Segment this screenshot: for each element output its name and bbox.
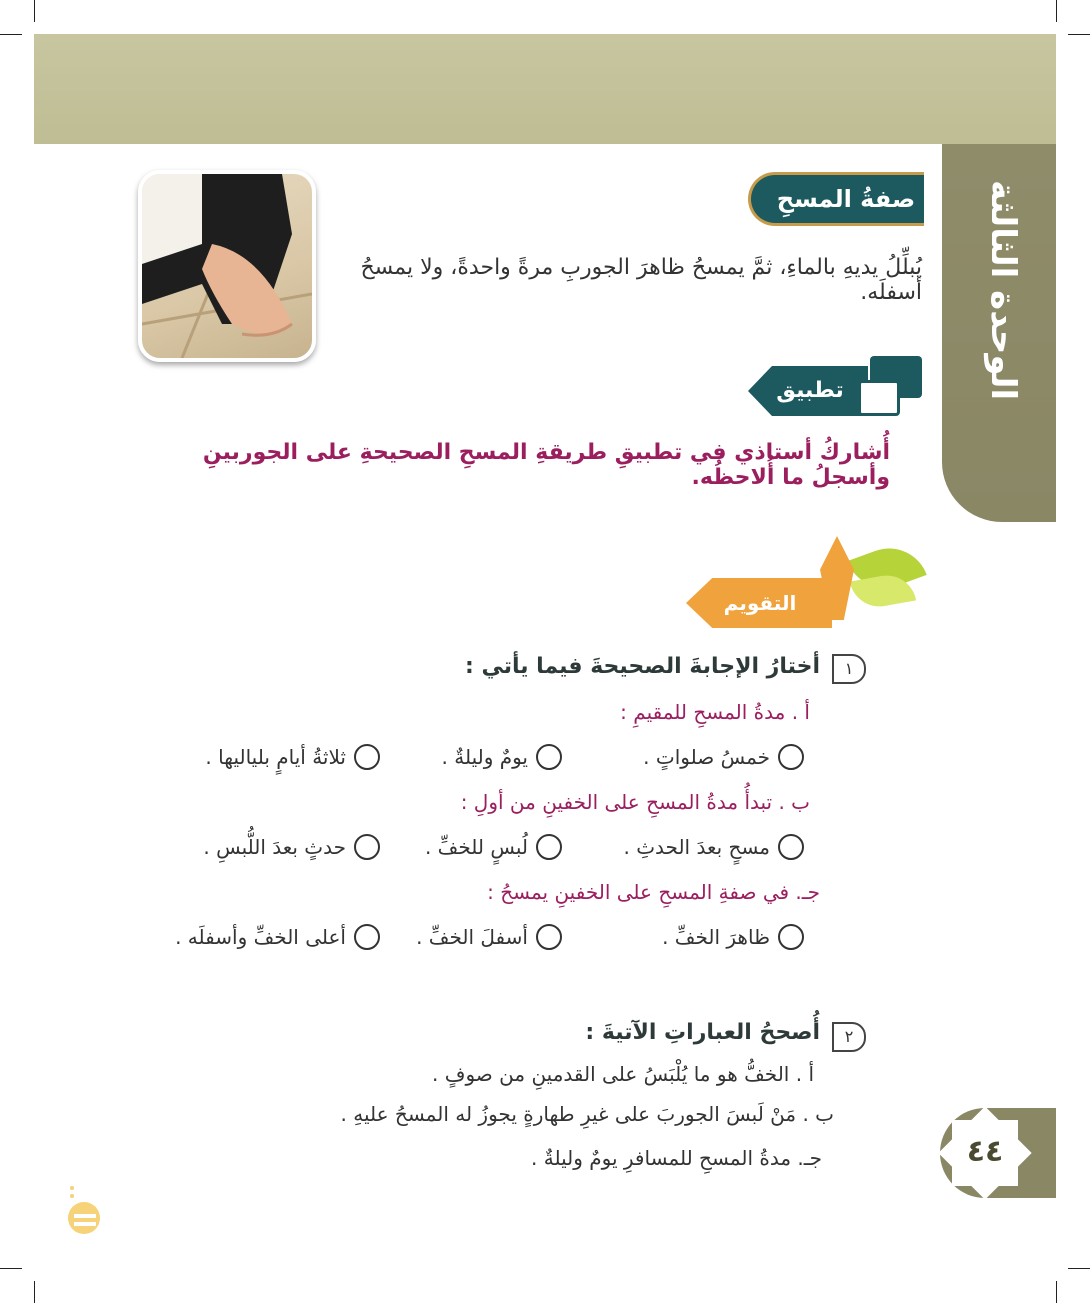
radio-circle[interactable]	[536, 744, 562, 770]
crop-mark	[1068, 1268, 1090, 1269]
option-1b-2[interactable]: لُبسٍ للخفِّ .	[425, 834, 562, 860]
question-2-title: أُصححُ العباراتِ الآتيةَ :	[585, 1020, 820, 1045]
section-paragraph: يُبلِّلُ يديهِ بالماءِ، ثمَّ يمسحُ ظاهرَ الجوربِ مرةً واحدةً، ولا يمسحُ أسفلَه.	[360, 255, 922, 305]
option-1a-1[interactable]: خمسُ صلواتٍ .	[643, 744, 804, 770]
wiping-socks-photo	[138, 170, 316, 362]
statement-line: ب . مَنْ لَبسَ الجوربَ على غيرِ طهارةٍ يجوزُ له المسحُ عليهِ .	[340, 1102, 834, 1126]
application-label: تطبيق	[776, 378, 844, 403]
radio-circle[interactable]	[354, 744, 380, 770]
option-1c-1[interactable]: ظاهرَ الخفِّ .	[662, 924, 804, 950]
crop-mark	[0, 34, 22, 35]
radio-circle[interactable]	[536, 924, 562, 950]
chat-bubble-icon-small	[858, 380, 900, 416]
header-banner	[34, 34, 1056, 144]
crop-mark	[34, 1281, 35, 1303]
question-number: ١	[832, 654, 866, 684]
statement-line: جـ. مدةُ المسحِ للمسافرِ يومٌ وليلةٌ .	[531, 1146, 822, 1170]
question-1c-prompt: جـ. في صفةِ المسحِ على الخفينِ يمسحُ :	[487, 880, 820, 904]
crop-mark	[34, 0, 35, 22]
option-1b-3[interactable]: حدثٍ بعدَ اللُّبسِ .	[203, 834, 380, 860]
option-1a-2[interactable]: يومٌ وليلةٌ .	[442, 744, 562, 770]
question-1a-prompt: أ . مدةُ المسحِ للمقيمِ :	[620, 700, 810, 724]
radio-circle[interactable]	[778, 834, 804, 860]
radio-circle[interactable]	[778, 924, 804, 950]
photo-illustration	[142, 174, 312, 358]
publisher-logo-icon	[62, 1178, 106, 1234]
section-heading: صفةُ المسحِ	[776, 185, 916, 213]
radio-circle[interactable]	[536, 834, 562, 860]
evaluation-label: التقويم	[723, 591, 797, 615]
option-1c-3[interactable]: أعلى الخفِّ وأسفلَه .	[175, 924, 380, 950]
unit-title: الوحدة الثالثة	[983, 179, 1023, 401]
radio-circle[interactable]	[354, 924, 380, 950]
crop-mark	[1056, 0, 1057, 22]
question-1b-prompt: ب . تبدأُ مدةُ المسحِ على الخفينِ من أولِ :	[460, 790, 810, 814]
page-number: ٤٤	[966, 1134, 1004, 1169]
radio-circle[interactable]	[778, 744, 804, 770]
application-text: أُشاركُ أستاذي في تطبيقِ طريقةِ المسحِ الصحيحةِ على الجوربينِ وأسجلُ ما أُلاحظُه.	[202, 440, 890, 490]
crop-mark	[0, 1268, 22, 1269]
statement-line: أ . الخفُّ هو ما يُلْبَسُ على القدمينِ من صوفٍ .	[432, 1062, 814, 1086]
crop-mark	[1068, 34, 1090, 35]
question-1-title: أختارُ الإجابةَ الصحيحةَ فيما يأتي :	[465, 654, 820, 679]
option-1a-3[interactable]: ثلاثةُ أيامٍ بلياليها .	[205, 744, 380, 770]
option-1b-1[interactable]: مسحٍ بعدَ الحدثِ .	[624, 834, 805, 860]
option-1c-2[interactable]: أسفلَ الخفِّ .	[416, 924, 562, 950]
crop-mark	[1056, 1281, 1057, 1303]
radio-circle[interactable]	[354, 834, 380, 860]
question-number: ٢	[832, 1022, 866, 1052]
